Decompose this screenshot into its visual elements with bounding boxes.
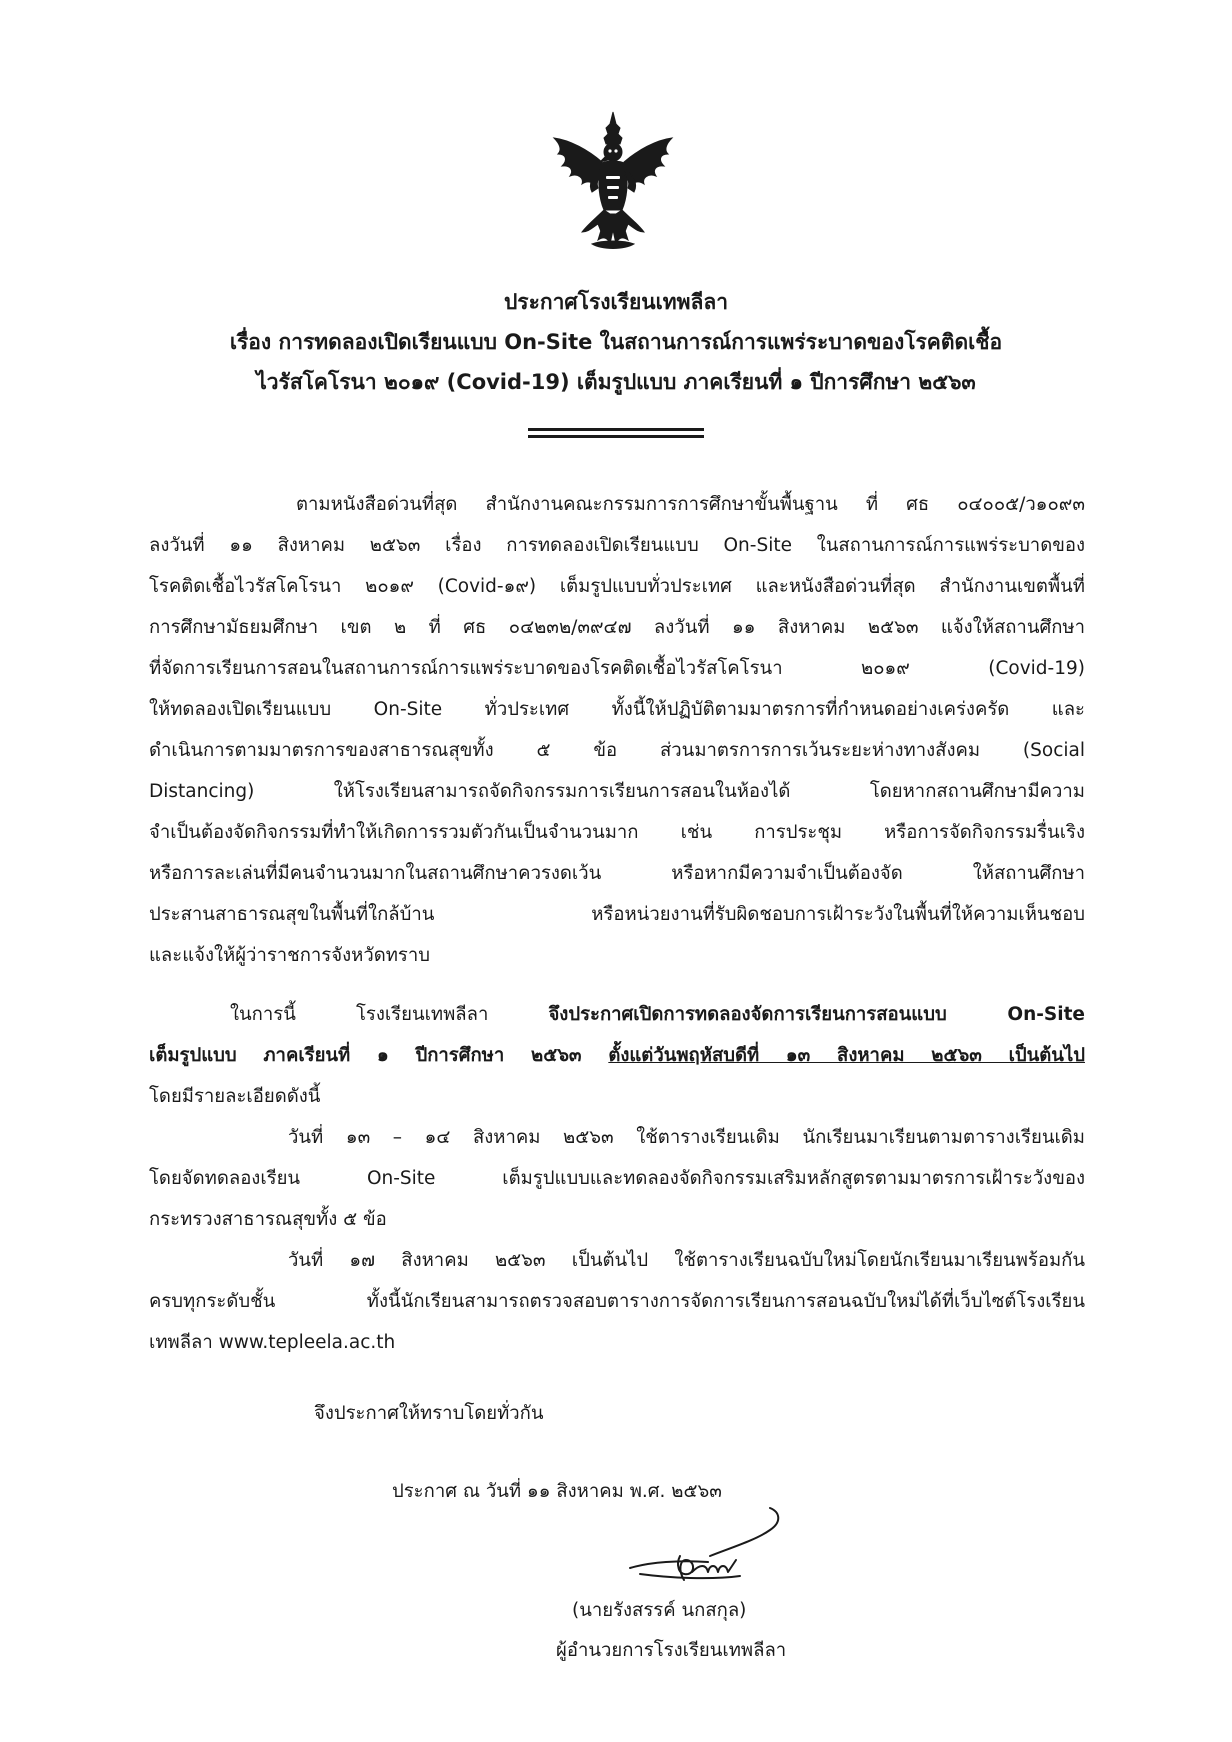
- paragraph-2-line-1: [149, 994, 1085, 1035]
- schedule-item-2-line: ครบทุกระดับชั้น ทั้งนี้นักเรียนสามารถตรวจสอบตารางการจัดการเรียนการสอนฉบับใหม่ได้ที่เว็บไซต์โรงเรียน: [149, 1291, 1085, 1312]
- title-line-1: ประกาศโรงเรียนเทพลีลา: [503, 290, 729, 314]
- announcement-statement: จึงประกาศเปิดการทดลองจัดการเรียนการสอนแบบ On-Site: [548, 1004, 1085, 1025]
- schedule-item-1-line: วันที่ ๑๓ – ๑๔ สิงหาคม ๒๕๖๓ ใช้ตารางเรียนเดิม นักเรียนมาเรียนตามตารางเรียนเดิม: [288, 1127, 1085, 1148]
- signer-title: ผู้อำนวยการโรงเรียนเทพลีลา: [556, 1640, 787, 1661]
- handwritten-signature: [620, 1500, 800, 1592]
- body-paragraph-2: [149, 994, 1085, 1363]
- paragraph-2-line-2: [149, 1035, 1085, 1076]
- paragraph-2-intro: ในการนี้ โรงเรียนเทพลีลา: [230, 1004, 549, 1025]
- garuda-emblem-icon: [548, 110, 678, 258]
- paragraph-1-line: จำเป็นต้องจัดกิจกรรมที่ทำให้เกิดการรวมตัวกันเป็นจำนวนมาก เช่น การประชุม หรือการจัดกิจกรรมรื่นเริง: [149, 822, 1085, 843]
- paragraph-1-line: Distancing) ให้โรงเรียนสามารถจัดกิจกรรมการเรียนการสอนในห้องได้ โดยหากสถานศึกษามีความ: [149, 781, 1085, 802]
- semester-statement: เต็มรูปแบบ ภาคเรียนที่ ๑ ปีการศึกษา ๒๕๖๓: [149, 1045, 609, 1066]
- schedule-item-2-line: เทพลีลา www.tepleela.ac.th: [149, 1332, 396, 1353]
- title-divider-top: [528, 428, 704, 431]
- paragraph-1-line: ลงวันที่ ๑๑ สิงหาคม ๒๕๖๓ เรื่อง การทดลองเปิดเรียนแบบ On-Site ในสถานการณ์การแพร่ระบาดของ: [149, 535, 1085, 556]
- paragraph-1-line: ให้ทดลองเปิดเรียนแบบ On-Site ทั่วประเทศ ทั้งนี้ให้ปฏิบัติตามมาตรการที่กำหนดอย่างเคร่งครัด และ: [149, 699, 1085, 720]
- schedule-item-1-line: โดยจัดทดลองเรียน On-Site เต็มรูปแบบและทดลองจัดกิจกรรมเสริมหลักสูตรตามมาตรการเฝ้าระวังของ: [149, 1168, 1085, 1189]
- paragraph-1-line: หรือการละเล่นที่มีคนจำนวนมากในสถานศึกษาควรงดเว้น หรือหากมีความจำเป็นต้องจัด ให้สถานศึกษา: [149, 863, 1085, 884]
- paragraph-2-line-3: โดยมีรายละเอียดดังนี้: [149, 1086, 321, 1107]
- paragraph-1-line: การศึกษามัธยมศึกษา เขต ๒ ที่ ศธ ๐๔๒๓๒/๓๙๔๗ ลงวันที่ ๑๑ สิงหาคม ๒๕๖๓ แจ้งให้สถานศึกษา: [149, 617, 1085, 638]
- start-date-statement: ตั้งแต่วันพฤหัสบดีที่ ๑๓ สิงหาคม ๒๕๖๓ เป็นต้นไป: [608, 1045, 1085, 1066]
- title-divider-bottom: [528, 435, 704, 438]
- paragraph-1-line: ดำเนินการตามมาตรการของสาธารณสุขทั้ง ๕ ข้อ ส่วนมาตรการการเว้นระยะห่างทางสังคม (Social: [149, 740, 1085, 761]
- paragraph-1-line: ประสานสาธารณสุขในพื้นที่ใกล้บ้าน หรือหน่วยงานที่รับผิดชอบการเฝ้าระวังในพื้นที่ให้ความเห็นชอบ: [149, 904, 1085, 925]
- schedule-item-1-line: กระทรวงสาธารณสุขทั้ง ๕ ข้อ: [149, 1209, 387, 1230]
- announcement-title: [150, 282, 1082, 402]
- paragraph-1-line: และแจ้งให้ผู้ว่าราชการจังหวัดทราบ: [149, 945, 430, 966]
- announcement-date: ประกาศ ณ วันที่ ๑๑ สิงหาคม พ.ศ. ๒๕๖๓: [392, 1481, 722, 1502]
- paragraph-1-line: ตามหนังสือด่วนที่สุด สำนักงานคณะกรรมการการศึกษาขั้นพื้นฐาน ที่ ศธ ๐๔๐๐๕/ว๑๐๙๓: [296, 494, 1085, 515]
- paragraph-1-line: ที่จัดการเรียนการสอนในสถานการณ์การแพร่ระบาดของโรคติดเชื้อไวรัสโคโรนา ๒๐๑๙ (Covid-19): [149, 658, 1085, 679]
- closing-statement: จึงประกาศให้ทราบโดยทั่วกัน: [314, 1403, 544, 1424]
- signer-name: (นายรังสรรค์ นกสกุล): [572, 1600, 747, 1621]
- paragraph-1-line: โรคติดเชื้อไวรัสโคโรนา ๒๐๑๙ (Covid-๑๙) เต็มรูปแบบทั่วประเทศ และหนังสือด่วนที่สุด สำนักงานเขตพื้นที่: [149, 576, 1085, 597]
- body-paragraph-1: [149, 484, 1085, 976]
- title-line-2: เรื่อง การทดลองเปิดเรียนแบบ On-Site ในสถานการณ์การแพร่ระบาดของโรคติดเชื้อ: [229, 330, 1003, 354]
- schedule-item-2-line: วันที่ ๑๗ สิงหาคม ๒๕๖๓ เป็นต้นไป ใช้ตารางเรียนฉบับใหม่โดยนักเรียนมาเรียนพร้อมกัน: [288, 1250, 1085, 1271]
- title-line-3: ไวรัสโคโรนา ๒๐๑๙ (Covid-19) เต็มรูปแบบ ภาคเรียนที่ ๑ ปีการศึกษา ๒๕๖๓: [256, 370, 976, 394]
